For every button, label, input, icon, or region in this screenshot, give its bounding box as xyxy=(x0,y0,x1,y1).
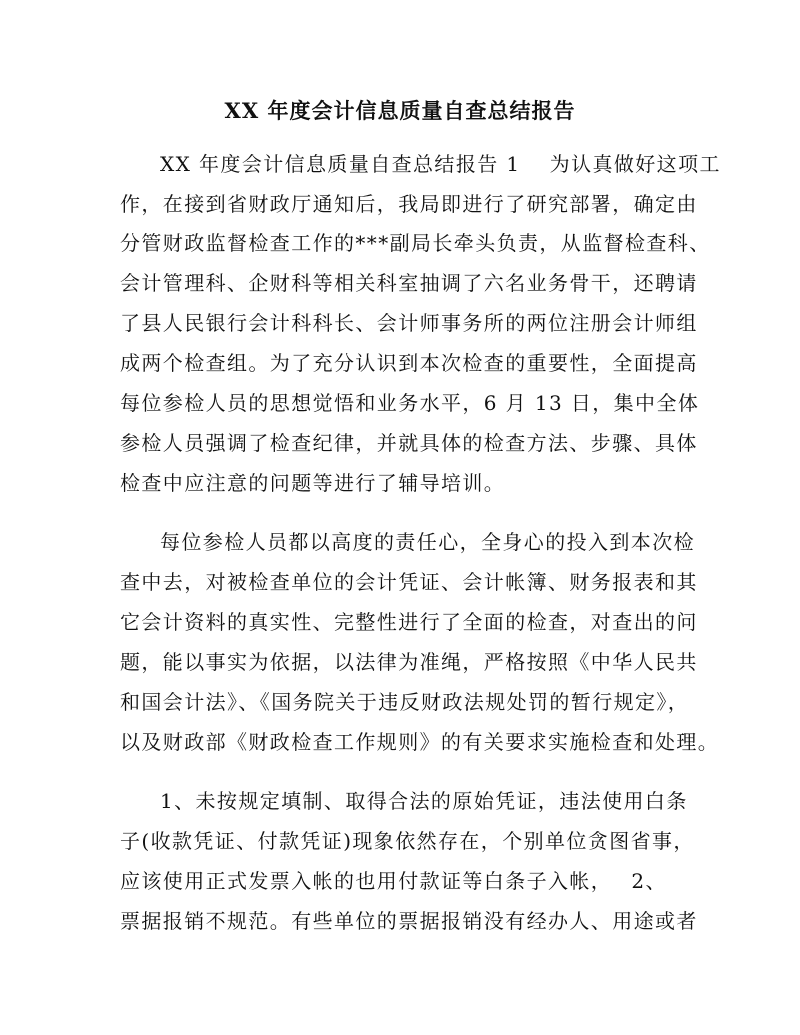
paragraph-1-line-2: 作，在接到省财政厅通知后，我局即进行了研究部署，确定由 xyxy=(120,192,698,216)
paragraph-1-line-5: 了县人民银行会计科科长、会计师事务所的两位注册会计师组 xyxy=(120,311,698,335)
paragraph-2-line-4: 题，能以事实为依据，以法律为准绳，严格按照《中华人民共 xyxy=(120,650,698,674)
paragraph-2-line-3: 它会计资料的真实性、完整性进行了全面的检查，对查出的问 xyxy=(120,610,698,634)
paragraph-1-line-3: 分管财政监督检查工作的***副局长牵头负责，从监督检查科、 xyxy=(120,231,711,255)
paragraph-1-line-1: XX 年度会计信息质量自查总结报告 1 为认真做好这项工 xyxy=(160,152,721,176)
paragraph-2-line-6: 以及财政部《财政检查工作规则》的有关要求实施检查和处理。 xyxy=(120,730,720,754)
paragraph-1-line-7: 每位参检人员的思想觉悟和业务水平，6 月 13 日，集中全体 xyxy=(120,391,700,415)
paragraph-2-line-1: 每位参检人员都以高度的责任心，全身心的投入到本次检 xyxy=(160,530,695,554)
paragraph-3-line-2: 子(收款凭证、付款凭证)现象依然存在，个别单位贪图省事， xyxy=(120,829,695,853)
paragraph-3-line-1: 1、未按规定填制、取得合法的原始凭证，违法使用白条 xyxy=(160,789,688,813)
paragraph-1-line-4: 会计管理科、企财科等相关科室抽调了六名业务骨干，还聘请 xyxy=(120,271,698,295)
paragraph-2-line-5: 和国会计法》、《国务院关于违反财政法规处罚的暂行规定》， xyxy=(120,690,690,714)
paragraph-3-line-3: 应该使用正式发票入帐的也用付款证等白条子入帐， 2、 xyxy=(120,869,667,893)
paragraph-1-line-6: 成两个检查组。为了充分认识到本次检查的重要性，全面提高 xyxy=(120,351,698,375)
paragraph-3-line-4: 票据报销不规范。有些单位的票据报销没有经办人、用途或者 xyxy=(120,909,698,933)
paragraph-1-line-9: 检查中应注意的问题等进行了辅导培训。 xyxy=(120,471,506,495)
paragraph-2-line-2: 查中去，对被检查单位的会计凭证、会计帐簿、财务报表和其 xyxy=(120,570,698,594)
document-title: XX 年度会计信息质量自查总结报告 xyxy=(224,98,576,123)
paragraph-1-line-8: 参检人员强调了检查纪律，并就具体的检查方法、步骤、具体 xyxy=(120,431,698,455)
